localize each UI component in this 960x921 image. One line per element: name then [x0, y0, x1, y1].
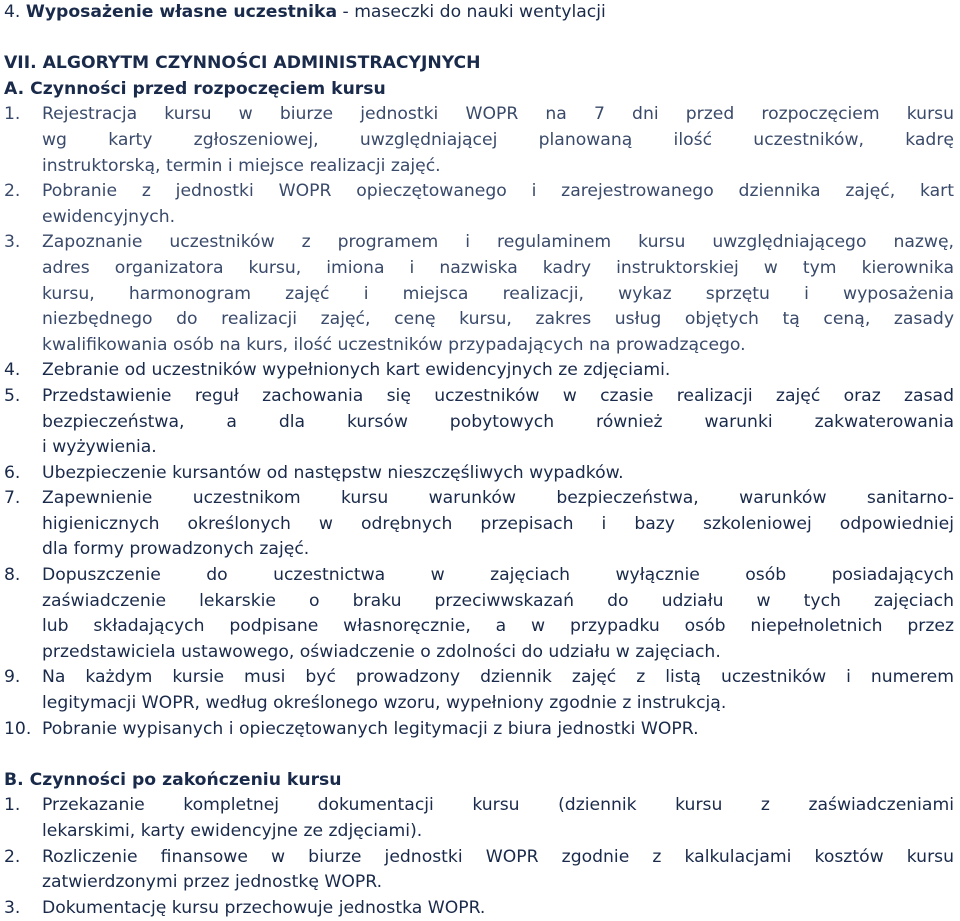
list-item-text: niezbędnego do realizacji zajęć, cenę kursu, zakres usług objętych tą ceną, zasady: [42, 309, 954, 330]
list-item-text: dla formy prowadzonych zajęć.: [42, 539, 310, 560]
list-item-number: 10.: [4, 718, 32, 739]
list-item: [4, 845, 954, 896]
list-item-text: legitymacji WOPR, według określonego wzoru, wypełniony zgodnie z instrukcją.: [42, 693, 727, 714]
equipment-heading-number: 4.: [4, 2, 21, 22]
list-item-number: 6.: [4, 462, 21, 483]
list-item-number: 4.: [4, 360, 21, 381]
list-item-text: zaświadczenie lekarskie o braku przeciwwskazań do udziału w tych zajęciach: [42, 590, 954, 611]
list-item-text: Zapewnienie uczestnikom kursu warunków bezpieczeństwa, warunków sanitarno-: [42, 488, 954, 509]
list-item-number: 5.: [4, 385, 21, 406]
list-item-text: kwalifikowania osób na kurs, ilość uczestników przypadających na prowadzącego.: [42, 334, 746, 355]
list-item-text: lub składających podpisane własnoręcznie, a w przypadku osób niepełnoletnich przez: [42, 616, 954, 637]
section-a-heading: A. Czynności przed rozpoczęciem kursu: [4, 78, 386, 99]
list-item-text: bezpieczeństwa, a dla kursów pobytowych również warunki zakwaterowania: [42, 411, 954, 432]
section-vii-heading: VII. ALGORYTM CZYNNOŚCI ADMINISTRACYJNYCH: [4, 53, 481, 74]
list-item-text: i wyżywienia.: [42, 437, 157, 458]
list-item: [4, 179, 954, 230]
list-item-text: lekarskimi, karty ewidencyjne ze zdjęciami).: [42, 821, 423, 841]
list-item: [4, 896, 954, 921]
list-b: [4, 793, 954, 921]
list-item-text: przedstawiciela ustawowego, oświadczenie o zdolności do udziału w zajęciach.: [42, 641, 721, 662]
list-item-number: 1.: [4, 795, 21, 816]
list-item: [4, 793, 954, 844]
list-item-text: Rejestracja kursu w biurze jednostki WOPR na 7 dni przed rozpoczęciem kursu: [42, 104, 954, 125]
list-item-text: Pobranie z jednostki WOPR opieczętowanego i zarejestrowanego dziennika zajęć, kart: [42, 181, 954, 202]
list-item: [4, 665, 954, 716]
list-item-number: 2.: [4, 181, 21, 202]
section-b-heading: B. Czynności po zakończeniu kursu: [4, 769, 342, 790]
list-item-number: 1.: [4, 104, 21, 125]
list-item-text: wg karty zgłoszeniowej, uwzględniającej planowaną ilość uczestników, kadrę: [42, 129, 954, 150]
list-item-number: 3.: [4, 897, 21, 918]
list-item-text: Dokumentację kursu przechowuje jednostka WOPR.: [42, 897, 486, 918]
list-item-text: Ubezpieczenie kursantów od następstw nieszczęśliwych wypadków.: [42, 462, 624, 483]
list-item-text: Przekazanie kompletnej dokumentacji kursu (dziennik kursu z zaświadczeniami: [42, 795, 954, 816]
equipment-heading-title: Wyposażenie własne uczestnika: [25, 2, 338, 22]
list-item-text: zatwierdzonymi przez jednostkę WOPR.: [42, 872, 383, 893]
list-item-number: 2.: [4, 846, 21, 867]
equipment-heading: [4, 0, 954, 26]
list-item-text: adres organizatora kursu, imiona i nazwiska kadry instruktorskiej w tym kierownika: [42, 257, 954, 278]
list-item-text: ewidencyjnych.: [42, 206, 176, 227]
list-item: [4, 230, 954, 358]
list-item: [4, 486, 954, 563]
list-item-number: 7.: [4, 488, 21, 509]
list-item-text: higienicznych określonych w odrębnych przepisach i bazy szkoleniowej odpowiedniej: [42, 513, 954, 534]
list-item-number: 3.: [4, 232, 21, 253]
list-item-text: Rozliczenie finansowe w biurze jednostki WOPR zgodnie z kalkulacjami kosztów kursu: [42, 846, 954, 867]
list-item-text: kursu, harmonogram zajęć i miejsca realizacji, wykaz sprzętu i wyposażenia: [42, 283, 954, 304]
list-item: [4, 384, 954, 461]
list-item-text: Na każdym kursie musi być prowadzony dziennik zajęć z listą uczestników i numerem: [42, 667, 954, 688]
list-item-number: 8.: [4, 565, 21, 586]
spacer: [4, 742, 954, 768]
list-a: [4, 102, 954, 742]
list-item-text: instruktorską, termin i miejsce realizacji zajęć.: [42, 155, 441, 176]
list-item-text: Zapoznanie uczestników z programem i regulaminem kursu uwzględniającego nazwę,: [42, 232, 954, 253]
list-item-text: Przedstawienie reguł zachowania się uczestników w czasie realizacji zajęć oraz zasad: [42, 385, 954, 406]
list-item: [4, 102, 954, 179]
spacer: [4, 26, 954, 52]
list-item-text: Pobranie wypisanych i opieczętowanych legitymacji z biura jednostki WOPR.: [42, 718, 699, 739]
list-item-text: Zebranie od uczestników wypełnionych kart ewidencyjnych ze zdjęciami.: [42, 360, 671, 381]
list-item: [4, 717, 954, 743]
list-item: [4, 563, 954, 665]
list-item-text: Dopuszczenie do uczestnictwa w zajęciach wyłącznie osób posiadających: [42, 565, 954, 586]
document-page: [4, 0, 954, 921]
list-item-number: 9.: [4, 667, 21, 688]
equipment-heading-rest: - maseczki do nauki wentylacji: [337, 2, 606, 22]
list-item: [4, 461, 954, 487]
list-item: [4, 358, 954, 384]
